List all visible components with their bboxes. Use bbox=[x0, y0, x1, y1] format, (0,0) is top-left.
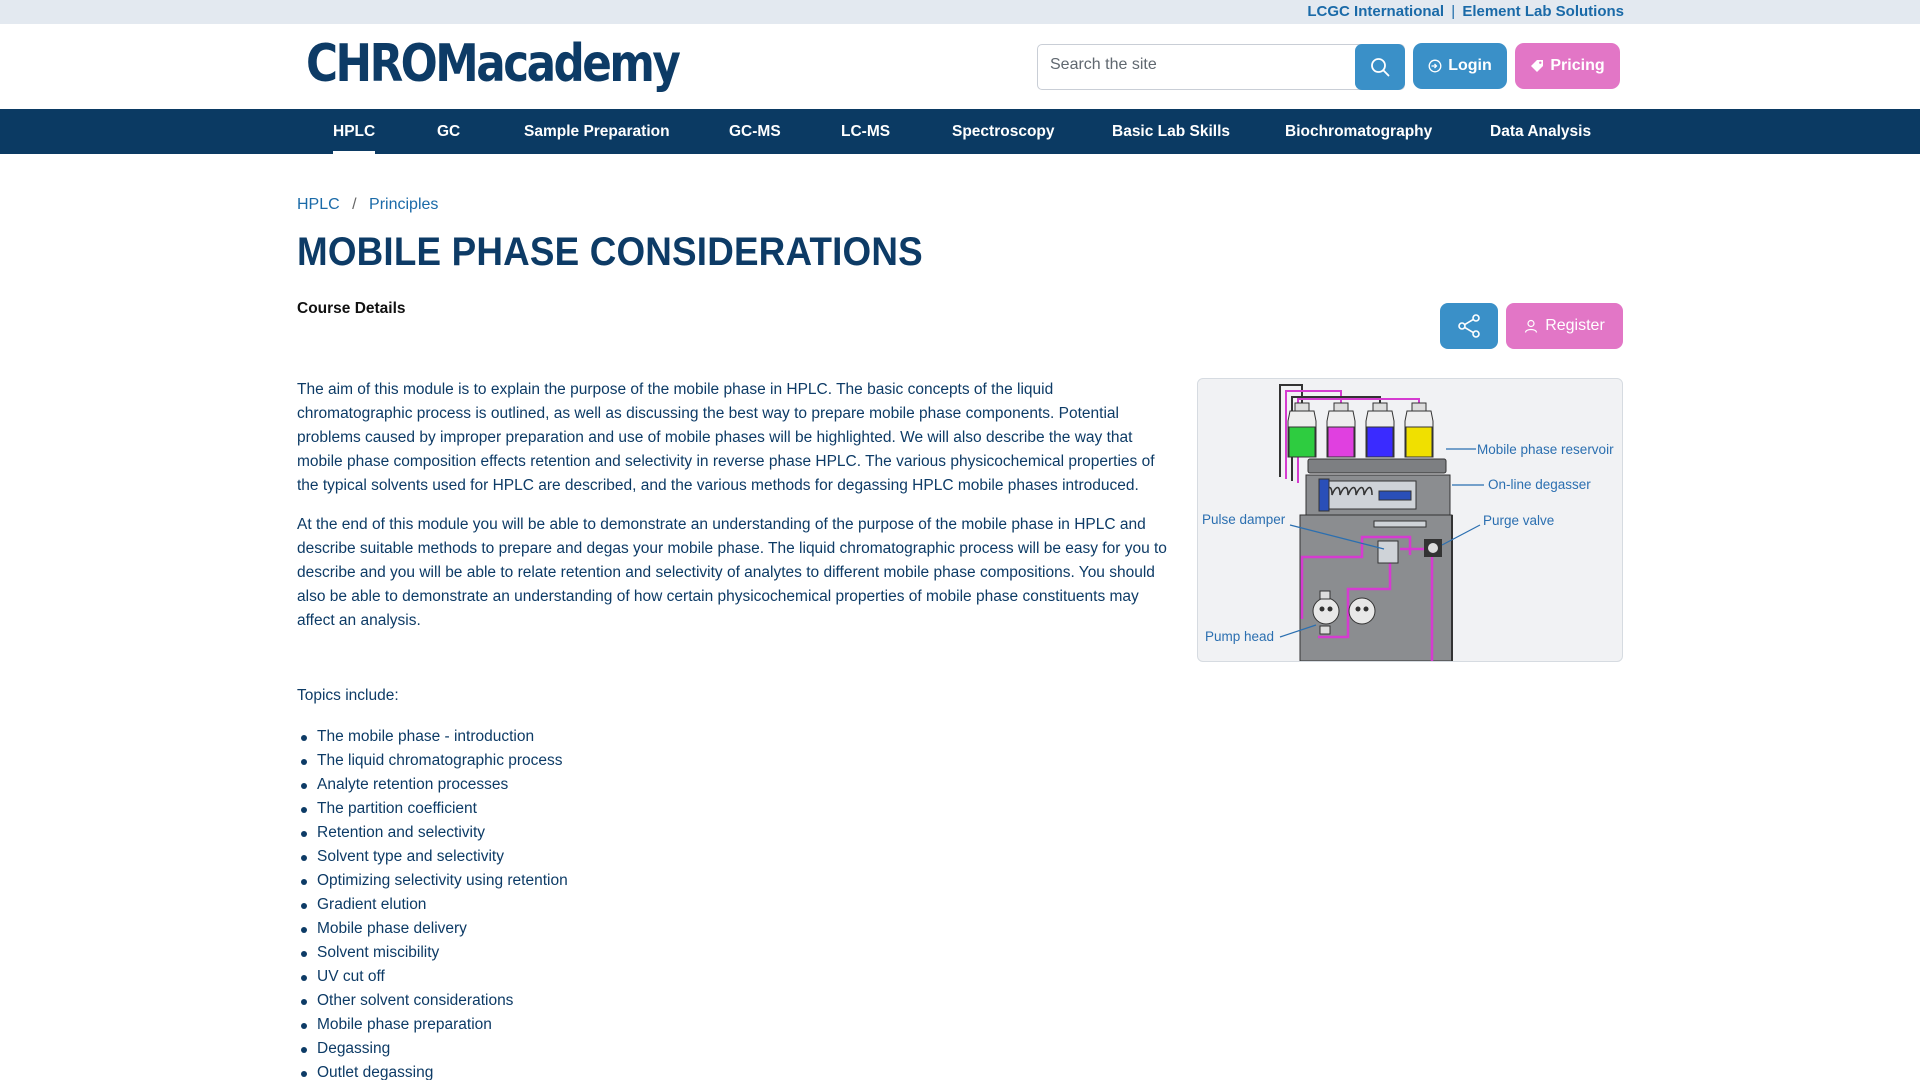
breadcrumb-principles[interactable]: Principles bbox=[369, 196, 439, 213]
nav-item-sample-preparation[interactable]: Sample Preparation bbox=[524, 123, 670, 140]
topic-item: Analyte retention processes bbox=[297, 773, 568, 797]
pump-diagram-drawing bbox=[1198, 379, 1623, 662]
breadcrumb-hplc[interactable]: HPLC bbox=[297, 196, 340, 213]
top-strip bbox=[0, 0, 1920, 24]
topic-item: Retention and selectivity bbox=[297, 821, 568, 845]
page-title: MOBILE PHASE CONSIDERATIONS bbox=[297, 230, 923, 274]
label-online-degasser: On-line degasser bbox=[1488, 477, 1591, 492]
label-mobile-phase-reservoir: Mobile phase reservoir bbox=[1477, 442, 1614, 457]
pricing-label: Pricing bbox=[1550, 57, 1605, 74]
label-pulse-damper: Pulse damper bbox=[1202, 512, 1286, 527]
topics-list bbox=[297, 725, 568, 1080]
site-header bbox=[0, 24, 1920, 109]
element-lab-solutions-link[interactable]: Element Lab Solutions bbox=[1462, 3, 1624, 20]
partner-links bbox=[1307, 3, 1624, 20]
topic-item: Outlet degassing bbox=[297, 1061, 568, 1080]
main-navigation bbox=[0, 109, 1920, 154]
user-icon bbox=[1524, 319, 1538, 333]
outcomes-paragraph: At the end of this module you will be able to demonstrate an understanding of the purpose of the mobile phase in HPLC and describe suitable methods to prepare and degas your mobile phase. The liquid chromatographic process will be easy for you to describe and you will be able to relate retention and selectivity of analytes to different mobile phase compositions. You should also be able to demonstrate an understanding of how certain physicochemical properties of mobile phase constituents may affect an analysis. bbox=[297, 516, 1167, 629]
nav-item-basic-lab-skills[interactable]: Basic Lab Skills bbox=[1112, 123, 1231, 140]
breadcrumb bbox=[297, 196, 438, 214]
lcgc-international-link[interactable]: LCGC International bbox=[1307, 3, 1445, 20]
topic-item: The partition coefficient bbox=[297, 797, 568, 821]
label-pump-head: Pump head bbox=[1205, 629, 1275, 644]
topic-item: Solvent miscibility bbox=[297, 941, 568, 965]
nav-item-biochromatography[interactable]: Biochromatography bbox=[1285, 123, 1433, 140]
tag-icon bbox=[1530, 59, 1544, 73]
nav-item-data-analysis[interactable]: Data Analysis bbox=[1490, 123, 1592, 140]
topic-item: Other solvent considerations bbox=[297, 989, 568, 1013]
topic-item: Degassing bbox=[297, 1037, 568, 1061]
share-icon bbox=[1456, 313, 1482, 339]
pricing-button[interactable] bbox=[1515, 43, 1620, 89]
register-button[interactable] bbox=[1506, 303, 1623, 349]
partner-separator: | bbox=[1451, 3, 1456, 20]
site-search bbox=[1037, 44, 1405, 90]
breadcrumb-separator: / bbox=[352, 196, 357, 213]
login-label: Login bbox=[1448, 57, 1492, 74]
reservoir-bottle bbox=[1366, 403, 1394, 457]
login-button[interactable] bbox=[1413, 43, 1507, 89]
topic-item: Mobile phase preparation bbox=[297, 1013, 568, 1037]
topic-item: The liquid chromatographic process bbox=[297, 749, 568, 773]
pulse-damper-part bbox=[1378, 541, 1398, 563]
intro-paragraph: The aim of this module is to explain the purpose of the mobile phase in HPLC. The basic concepts of the liquid chromatographic process is outlined, as well as discussing the best way to prepare mobile phase components. Potential problems caused by improper preparation and use of mobile phases will be highlighted. We will also describe the way that mobile phase composition effects retention and selectivity in reverse phase HPLC. The various physicochemical properties of the typical solvents used for HPLC are described, and the various methods for degassing HPLC mobile phases introduced. bbox=[297, 381, 1155, 494]
chromacademy-logo[interactable]: CHROMacademy bbox=[306, 34, 679, 94]
topics-heading: Topics include: bbox=[297, 687, 399, 704]
reservoir-bottle bbox=[1327, 403, 1355, 457]
topic-item: Mobile phase delivery bbox=[297, 917, 568, 941]
register-label: Register bbox=[1545, 317, 1605, 334]
topic-item: The mobile phase - introduction bbox=[297, 725, 568, 749]
search-button[interactable] bbox=[1355, 44, 1405, 90]
nav-item-spectroscopy[interactable]: Spectroscopy bbox=[952, 123, 1055, 140]
login-icon bbox=[1428, 59, 1442, 73]
nav-item-gc[interactable]: GC bbox=[437, 123, 461, 140]
topic-item: Solvent type and selectivity bbox=[297, 845, 568, 869]
hplc-pump-diagram bbox=[1197, 378, 1623, 662]
share-button[interactable] bbox=[1440, 303, 1498, 349]
nav-item-gc-ms[interactable]: GC-MS bbox=[729, 123, 781, 140]
search-input[interactable] bbox=[1050, 56, 1350, 74]
topic-item: Gradient elution bbox=[297, 893, 568, 917]
bottle-tray bbox=[1308, 459, 1446, 473]
course-details-label: Course Details bbox=[297, 300, 406, 317]
topic-item: Optimizing selectivity using retention bbox=[297, 869, 568, 893]
nav-item-lc-ms[interactable]: LC-MS bbox=[841, 123, 891, 140]
search-icon bbox=[1370, 57, 1390, 77]
reservoir-bottle bbox=[1288, 403, 1316, 457]
nav-item-hplc[interactable]: HPLC bbox=[333, 109, 375, 154]
reservoir-bottle bbox=[1405, 403, 1433, 457]
topic-item: UV cut off bbox=[297, 965, 568, 989]
label-purge-valve: Purge valve bbox=[1483, 513, 1555, 528]
